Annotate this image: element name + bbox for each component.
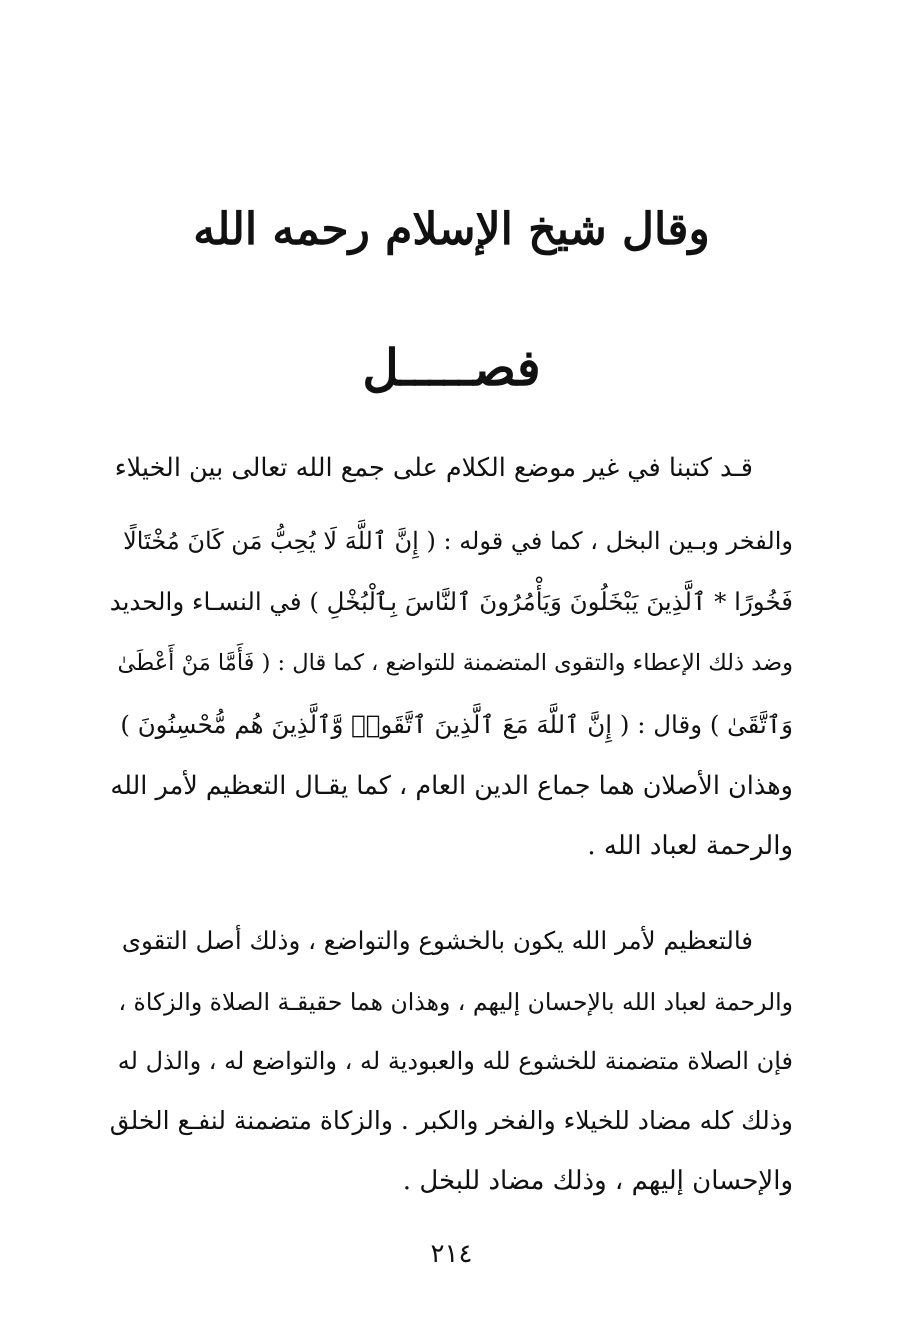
line-text: وضد ذلك الإعطاء والتقوى المتضمنة للتواضع ، كما قال : ( فَأَمَّا مَنْ أَعْطَىٰ [117, 650, 793, 676]
text-line [0, 1090, 903, 1152]
text-line [0, 632, 903, 694]
line-text: قـد كتبنا في غير موضع الكلام على جمع الله تعالى بين الخيلاء [114, 453, 753, 483]
text-line [0, 815, 903, 877]
chapter-heading: وقال شيخ الإسلام رحمه الله [193, 204, 710, 255]
line-text: والرحمة لعباد الله . [587, 831, 793, 861]
line-text: والفخر وبـين البخل ، كما في قوله : ( إِنَّ ٱللَّهَ لَا يُحِبُّ مَن كَانَ مُخْتَالًا [123, 527, 793, 555]
text-line [0, 510, 903, 572]
text-line [0, 694, 903, 756]
line-text: وذلك كله مضاد للخيلاء والفخر والكبر . والزكاة متضمنة لنفـع الخلق [109, 1106, 793, 1135]
text-line [0, 971, 903, 1033]
line-text: فالتعظيم لأمر الله يكون بالخشوع والتواضع ، وذلك أصل التقوى [121, 926, 753, 955]
text-line [0, 437, 903, 499]
line-text: والرحمة لعباد الله بالإحسان إليهم ، وهذان هما حقيقـة الصلاة والزكاة ، [118, 988, 793, 1016]
line-text: فَخُورًا * ٱلَّذِينَ يَبْخَلُونَ وَيَأْمُرُونَ ٱلنَّاسَ بِٱلْبُخْلِ ) في النسـاء والحديد [109, 587, 793, 616]
text-line [0, 755, 903, 817]
text-line [0, 1150, 903, 1212]
page-number: ٢١٤ [430, 1239, 473, 1269]
line-text: وهذان الأصلان هما جماع الدين العام ، كما يقـال التعظيم لأمر الله [110, 771, 793, 801]
section-title: فصـــــل [362, 338, 541, 397]
line-text: والإحسان إليهم ، وذلك مضاد للبخل . [402, 1166, 793, 1196]
text-line [0, 1030, 903, 1092]
line-text: وَٱتَّقَىٰ ) وقال : ( إِنَّ ٱللَّهَ مَعَ ٱلَّذِينَ ٱتَّقَوا۟ وَّٱلَّذِينَ هُم مُّحْسِنُونَ ) [120, 710, 793, 739]
text-line [0, 571, 903, 633]
line-text: فإن الصلاة متضمنة للخشوع لله والعبودية له ، والتواضع له ، والذل له [117, 1047, 793, 1075]
text-line [0, 910, 903, 972]
